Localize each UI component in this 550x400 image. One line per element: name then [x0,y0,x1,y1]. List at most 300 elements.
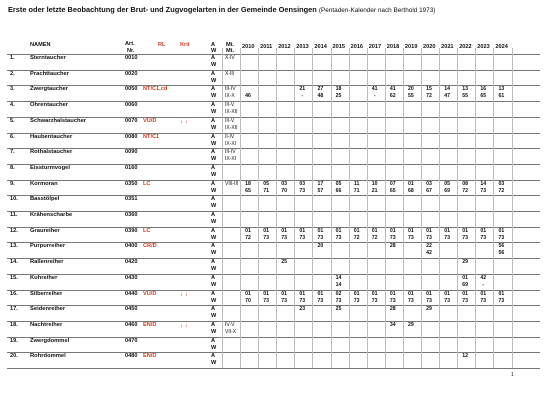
art-number: 0020 [125,70,138,77]
arrival-value: 01 [317,227,324,234]
arrival-value: 25 [335,306,342,313]
arrival-label: A [211,243,216,250]
arrival-value: 01 [498,290,505,297]
art-number: 0360 [125,212,138,218]
departure-value: - [482,281,485,288]
species-name: Purpurreiher [30,243,66,250]
arrival-value: 12 [462,353,469,360]
arrival-value: 42 [480,274,487,281]
departure-value: 71 [353,187,360,194]
row-number: 7. [10,149,15,156]
header-mt-1: Mt. [226,42,235,48]
art-number: 0060 [125,102,138,109]
arrival-value: 17 [317,180,324,187]
row-number: 18. [10,321,18,328]
migration-month-a: VIII-III [225,180,239,187]
departure-value: 55 [408,93,414,100]
art-number: 0390 [125,227,138,234]
trend-arrow-icon: ↓ ↓ [180,118,188,125]
arrival-value: 16 [480,86,487,93]
migration-month-a: III-V [225,102,235,109]
arrival-value: 29 [408,321,414,328]
arrival-label: A [211,321,216,328]
departure-label: W [211,250,217,257]
header-nr: Nr. [127,48,135,54]
row-number: 2. [10,70,15,77]
arrival-value: 28 [389,243,396,250]
year-header: 2014 [314,44,327,50]
row-divider [7,101,540,102]
departure-value: 73 [480,187,487,194]
red-list-status: LC [143,227,151,234]
red-list-status: LC [143,180,151,187]
column-divider [276,48,277,368]
departure-value: 14 [335,281,342,288]
departure-value: 66 [335,187,342,194]
departure-value: 68 [408,187,414,194]
departure-value: 65 [245,187,251,194]
arrival-value: 29 [426,306,432,313]
arrival-value: 20 [317,243,324,250]
species-name: Schwarzhalstaucher [30,117,87,124]
departure-value: 73 [263,297,269,304]
title-text: Erste oder letzte Beobachtung der Brut- und Zugvogelarten in der Gemeinde Oensingen [8,5,317,14]
arrival-value: 41 [389,86,396,93]
departure-value: 73 [335,234,342,241]
species-name: Prachttaucher [30,70,69,77]
arrival-value: 07 [389,180,396,187]
row-divider [7,242,540,243]
arrival-value: 03 [498,180,505,187]
year-header: 2011 [260,44,273,50]
arrival-value: 01 [317,290,324,297]
departure-value: 72 [245,234,251,241]
column-divider [222,48,223,368]
species-name: Haubentaucher [30,133,73,140]
departure-value: 73 [389,297,396,304]
arrival-value: 01 [408,290,414,297]
departure-value: 72 [371,234,378,241]
arrival-value: 01 [335,227,342,234]
art-number: 0080 [125,133,138,140]
row-number: 11. [10,212,18,218]
departure-value: 46 [245,93,251,100]
departure-label: W [211,219,217,225]
arrival-label: A [211,290,216,297]
arrival-value: 56 [498,243,505,250]
arrival-label: A [211,133,216,140]
row-divider [7,227,540,228]
arrival-label: A [211,70,216,77]
arrival-value: 14 [444,86,450,93]
arrival-label: A [211,117,216,124]
migration-month-a: II-IV [225,133,235,140]
departure-value: 25 [335,93,342,100]
departure-label: W [211,124,217,131]
row-number: 9. [10,180,15,187]
arrival-value: 01 [462,227,469,234]
arrival-value: 01 [408,227,414,234]
departure-value: 73 [371,297,378,304]
arrival-value: 27 [317,86,324,93]
art-number: 0070 [125,117,138,124]
departure-value: 73 [498,297,505,304]
departure-value: 73 [480,234,487,241]
arrival-value: 10 [371,180,378,187]
year-header: 2020 [423,44,436,50]
arrival-label: A [211,149,216,156]
row-divider [7,321,540,322]
year-header: 2017 [368,44,382,50]
row-divider [7,85,540,86]
departure-value: 73 [408,297,414,304]
departure-value: 70 [281,187,288,194]
migration-month-a: III-V [225,117,235,124]
arrival-value: 15 [426,86,432,93]
species-name: Kormoran [30,180,58,187]
departure-label: W [211,328,217,335]
arrival-label: A [211,337,216,344]
arrival-label: A [211,353,216,360]
header-rl: RL [158,42,166,48]
page-number: 1 [511,372,514,378]
year-header: 2010 [242,44,255,50]
migration-month-w: IX-XII [225,109,238,116]
arrival-value: 03 [426,180,432,187]
header-namen: NAMEN [30,42,51,48]
row-divider [7,337,540,338]
row-number: 5. [10,117,15,124]
row-divider [7,180,540,181]
document-title [8,6,435,14]
row-number: 14. [10,259,18,266]
year-header: 2022 [459,44,472,50]
departure-value: 21 [371,187,378,194]
arrival-value: 01 [299,227,306,234]
row-number: 15. [10,274,18,281]
departure-value: 73 [408,234,414,241]
departure-label: W [211,93,217,100]
row-divider [7,70,540,71]
species-name: Zwergdommel [30,337,70,344]
red-list-status: VU/D [143,290,157,297]
migration-month-a: III-IV [225,86,236,93]
row-number: 3. [10,86,15,93]
row-number: 6. [10,133,15,140]
arrival-value: 20 [408,86,414,93]
arrival-value: 01 [389,227,396,234]
arrival-value: 01 [353,290,360,297]
arrival-value: 01 [389,290,396,297]
year-header: 2015 [332,44,345,50]
arrival-label: A [211,259,216,266]
departure-value: 73 [281,297,288,304]
red-list-status: NT/C1 [143,133,160,140]
departure-label: W [211,109,217,116]
arrival-value: 05 [444,180,450,187]
column-divider [258,48,259,368]
arrival-value: 13 [462,86,469,93]
row-divider [7,133,540,134]
year-header: 2021 [441,44,454,50]
departure-value: 73 [299,234,306,241]
arrival-label: A [211,55,216,61]
departure-value: - [373,93,376,100]
row-divider [7,305,540,306]
arrival-label: A [211,180,216,187]
species-name: Sterntaucher [30,55,66,61]
row-number: 20. [10,353,18,360]
row-divider [7,290,540,291]
arrival-value: 11 [353,180,360,187]
year-header: 2013 [296,44,309,50]
departure-value: 72 [353,234,360,241]
arrival-value: 01 [462,290,469,297]
arrival-value: 22 [426,243,432,250]
arrival-value: 01 [480,227,487,234]
year-header: 2023 [477,44,490,50]
arrival-value: 01 [426,227,432,234]
departure-label: W [211,203,217,210]
departure-value: 71 [263,187,269,194]
departure-label: W [211,360,217,367]
row-number: 19. [10,337,18,344]
art-number: 0350 [125,180,138,187]
departure-value: 65 [389,187,396,194]
species-name: Rohrdommel [30,353,66,360]
arrival-value: 03 [299,180,306,187]
departure-label: W [211,313,217,320]
departure-value: 73 [462,234,469,241]
arrival-value: 01 [371,290,378,297]
arrival-value: 08 [462,180,469,187]
arrival-value: 01 [480,290,487,297]
departure-value: 72 [426,93,432,100]
departure-value: 69 [444,187,450,194]
arrival-value: 01 [353,227,360,234]
departure-label: W [211,281,217,288]
departure-value: 73 [299,187,306,194]
arrival-label: A [211,164,216,171]
arrival-value: 01 [245,227,251,234]
arrival-value: 03 [281,180,288,187]
departure-value: 73 [426,234,432,241]
header-art: Art. [125,41,135,47]
row-divider [7,211,540,212]
departure-label: W [211,297,217,304]
year-header: 2012 [278,44,291,50]
art-number: 0430 [125,274,138,281]
departure-label: W [211,344,217,351]
row-number: 4. [10,102,15,109]
species-name: Silberreiher [30,290,63,297]
migration-month-a: III-IV [225,149,236,156]
art-number: 0480 [125,353,138,360]
departure-value: 70 [245,297,251,304]
header-mt-2: Mt. [226,48,235,54]
row-divider [7,148,540,149]
arrival-value: 21 [299,86,306,93]
red-list-status: NT/C1,cd [143,86,168,93]
red-list-status: EN/D [143,321,157,328]
row-number: 17. [10,306,18,313]
departure-value: 69 [462,281,469,288]
migration-month-w: IX-XI [225,140,237,147]
species-name: Graureiher [30,227,60,234]
arrival-value: 01 [263,227,269,234]
arrival-label: A [211,274,216,281]
art-number: 0450 [125,306,138,313]
art-number: 0400 [125,243,138,250]
departure-value: 73 [444,297,450,304]
year-header: 2018 [386,44,400,50]
departure-label: W [211,266,217,273]
arrival-value: 01 [371,227,378,234]
art-number: 0160 [125,164,138,171]
arrival-value: 01 [444,290,450,297]
departure-label: W [211,234,217,241]
arrival-value: 02 [335,290,342,297]
row-number: 12. [10,227,18,234]
migration-month-w: IX-XI [225,156,237,163]
species-name: Krähenscharbe [30,212,73,218]
migration-month-a: X-IV [225,55,235,61]
departure-value: 73 [444,234,450,241]
row-divider [7,117,540,118]
table-top-rule [7,54,540,55]
row-divider [7,274,540,275]
departure-label: W [211,187,217,194]
species-name: Basstölpel [30,196,60,203]
arrival-label: A [211,306,216,313]
departure-value: 73 [498,234,505,241]
row-divider [7,352,540,353]
species-name: Eissturmvogel [30,164,70,171]
arrival-value: 01 [263,290,269,297]
art-number: 0420 [125,259,138,266]
column-divider [512,48,513,368]
arrival-value: 01 [281,290,288,297]
art-number: 0050 [125,86,138,93]
arrival-value: 01 [245,290,251,297]
arrival-value: 01 [281,227,288,234]
art-number: 0470 [125,337,138,344]
arrival-label: A [211,196,216,203]
row-divider [7,164,540,165]
header-w: W [211,48,217,54]
species-name: Ohrentaucher [30,102,69,109]
row-number: 8. [10,164,15,171]
art-number: 0440 [125,290,138,297]
departure-value: 72 [462,187,469,194]
species-name: Rothalstaucher [30,149,73,156]
arrival-value: 14 [335,274,342,281]
row-divider [7,195,540,196]
arrival-value: 18 [245,180,251,187]
departure-value: 62 [389,93,396,100]
column-divider [349,48,350,368]
departure-value: 56 [498,250,505,257]
art-number: 0351 [125,196,138,203]
arrival-value: 05 [335,180,342,187]
row-number: 10. [10,196,18,203]
arrival-value: 23 [299,306,306,313]
departure-label: W [211,171,217,178]
departure-label: W [211,156,217,163]
departure-value: 73 [462,297,469,304]
arrival-label: A [211,86,216,93]
header-a: A [211,42,216,48]
arrival-value: 05 [263,180,269,187]
departure-value: 61 [498,93,505,100]
arrival-label: A [211,212,216,218]
arrival-value: 34 [389,321,396,328]
arrival-value: 29 [462,259,469,266]
departure-value: 73 [281,234,288,241]
departure-value: 73 [317,297,324,304]
row-number: 1. [10,55,15,61]
red-list-status: EN/D [143,353,157,360]
departure-value: 73 [299,297,306,304]
departure-value: 67 [426,187,432,194]
departure-value: 57 [317,187,324,194]
red-list-status: VU/D [143,117,157,124]
arrival-value: 01 [498,227,505,234]
departure-value: 73 [353,297,360,304]
departure-value: 73 [317,234,324,241]
arrival-value: 01 [444,227,450,234]
row-number: 13. [10,243,18,250]
departure-value: 42 [426,250,432,257]
migration-month-w: IX-X [225,93,235,100]
migration-month-a: IV-V [225,321,235,328]
departure-label: W [211,77,217,84]
departure-value: 73 [335,297,342,304]
trend-arrow-icon: ↓ ↓ [180,291,188,298]
arrival-value: 01 [426,290,432,297]
departure-label: W [211,62,217,68]
departure-value: - [301,93,304,100]
row-divider [7,368,540,369]
departure-value: 73 [389,234,396,241]
art-number: 0090 [125,149,138,156]
departure-label: W [211,140,217,147]
departure-value: 73 [263,234,269,241]
arrival-label: A [211,227,216,234]
migration-month-w: VII-X [225,328,237,335]
species-name: Kuhreiher [30,274,58,281]
arrival-value: 13 [498,86,505,93]
year-header: 2019 [404,44,418,50]
art-number: 0010 [125,55,138,61]
art-number: 0460 [125,321,138,328]
departure-value: 73 [426,297,432,304]
year-header: 2016 [350,44,364,50]
arrival-value: 01 [408,180,414,187]
species-name: Seidenreiher [30,306,66,313]
arrival-label: A [211,102,216,109]
departure-value: 55 [462,93,469,100]
departure-value: 65 [480,93,487,100]
species-name: Rallenreiher [30,259,64,266]
arrival-value: 41 [371,86,378,93]
year-header: 2024 [495,44,508,50]
arrival-value: 01 [299,290,306,297]
arrival-value: 25 [281,259,288,266]
red-list-status: CR/D [143,243,157,250]
arrival-value: 14 [480,180,487,187]
arrival-value: 28 [389,306,396,313]
